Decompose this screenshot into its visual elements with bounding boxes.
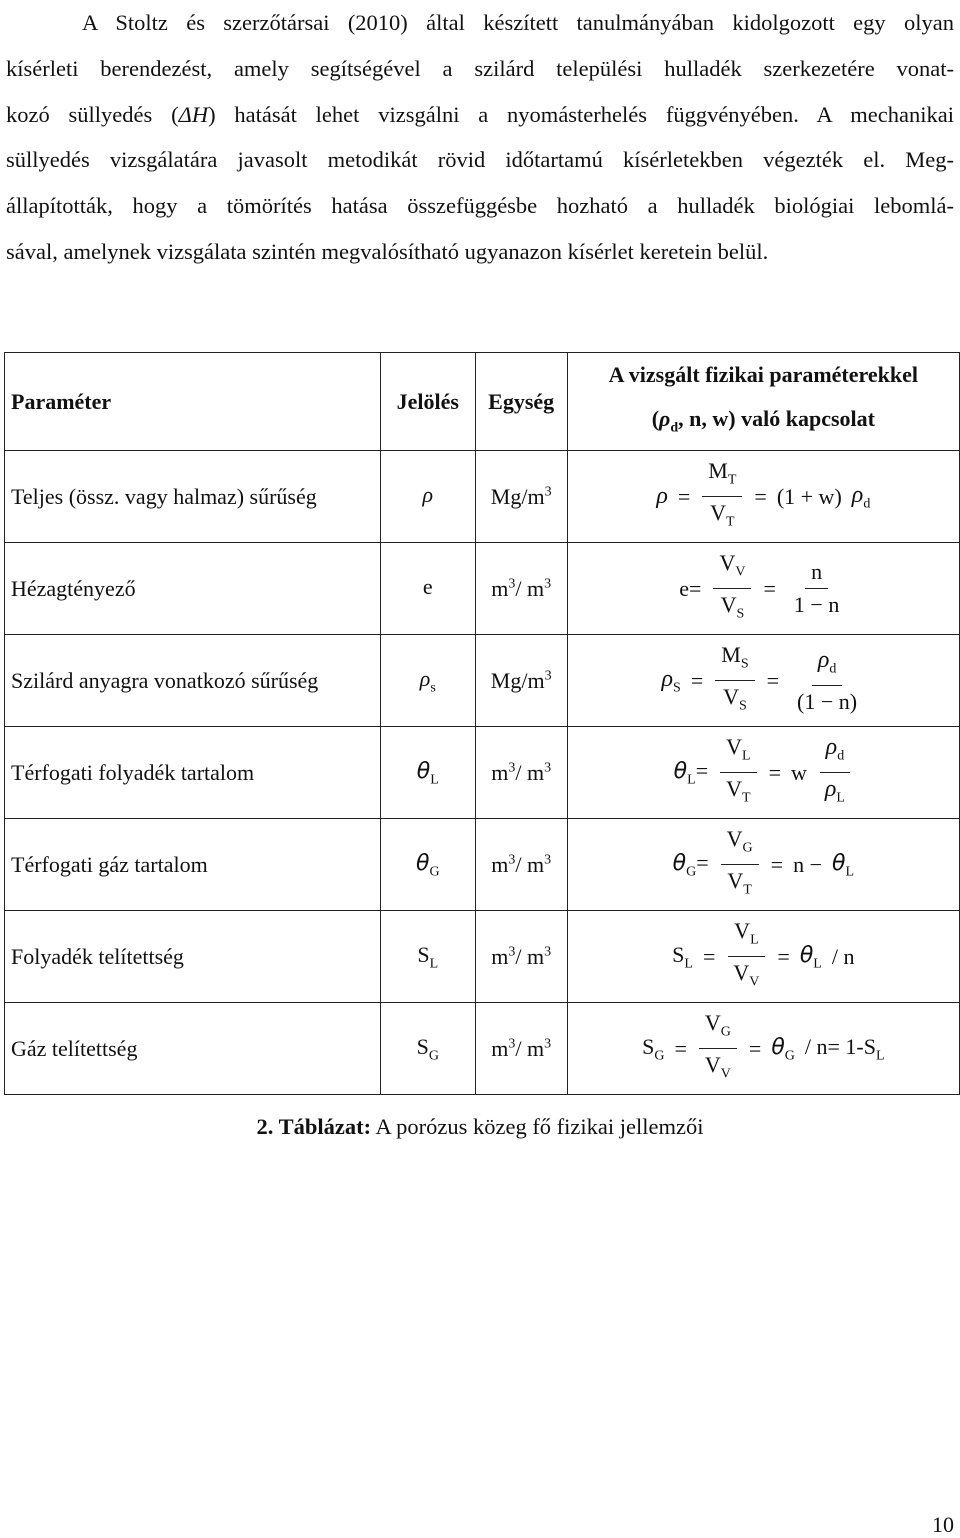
para-line-2: kísérleti berendezést, amely segítségével a szilárd települési hulladék szerkezetére vonat- (6, 55, 954, 81)
table-row (5, 635, 960, 727)
row-symbol: $\theta_G$ (380, 819, 475, 911)
table-caption (0, 1114, 960, 1140)
row-unit: $m^3/$ $m^3$ (475, 819, 567, 911)
caption-label: 2. Táblázat: (256, 1114, 372, 1139)
formula-liquid-content: $\theta_L=$ $\frac{V_L}{V_T}$ = w $\frac{\rho_d}{\rho_L}$ (674, 734, 853, 812)
para-line-3-a: kozó süllyedés ( (6, 101, 179, 127)
header-relation-line2: ($\rho_d$, n, w) való kapcsolat (651, 406, 875, 436)
formula-solid-density: $\rho_S$ = $\frac{M_S}{V_S}$ = $\frac{\rho_d}{(1 - n)}$ (661, 642, 858, 715)
table-row (5, 819, 960, 911)
row-param: Térfogati folyadék tartalom (5, 727, 381, 819)
header-unit: Egység (475, 353, 567, 451)
para-line-1: A Stoltz és szerzőtársai (2010) által készített tanulmányában kidolgozott egy olyan (82, 10, 954, 35)
row-symbol: e (380, 543, 475, 635)
table-row (5, 543, 960, 635)
header-param: Paraméter (5, 353, 381, 451)
caption-text: A porózus közeg fő fizikai jellemzői (371, 1114, 704, 1139)
table-row (5, 1003, 960, 1095)
row-param: Szilárd anyagra vonatkozó sűrűség (5, 635, 381, 727)
table-row (5, 451, 960, 543)
table-header-row (5, 353, 960, 451)
row-param: Gáz telítettség (5, 1003, 381, 1095)
row-param: Teljes (össz. vagy halmaz) sűrűség (5, 451, 381, 543)
delta-h-symbol: ΔH (178, 101, 209, 127)
row-symbol: $S_L$ (380, 911, 475, 1003)
row-symbol: $\rho_s$ (380, 635, 475, 727)
formula-gas-content: $\theta_G=$ $\frac{V_G}{V_T}$ = n − $\theta_L$ (672, 826, 855, 898)
row-unit: $m^3/$ $m^3$ (475, 911, 567, 1003)
para-line-3-b: ) hatását lehet vizsgálni a nyomásterhelés függvényében. A mechanikai (208, 101, 954, 127)
row-symbol: $S_G$ (380, 1003, 475, 1095)
row-param: Hézagtényező (5, 543, 381, 635)
page-number: 10 (932, 1512, 954, 1537)
header-relation (567, 353, 959, 451)
row-symbol: ρ (380, 451, 475, 543)
header-symbol: Jelölés (380, 353, 475, 451)
row-formula (567, 451, 959, 543)
row-unit: $m^3/$ $m^3$ (475, 727, 567, 819)
row-formula (567, 1003, 959, 1095)
intro-paragraph (6, 0, 954, 275)
row-unit: $Mg/m^3$ (475, 451, 567, 543)
para-line-6: sával, amelynek vizsgálata szintén megvalósítható ugyanazon kísérlet keretein belül. (6, 238, 769, 264)
row-param: Folyadék telítettség (5, 911, 381, 1003)
row-param: Térfogati gáz tartalom (5, 819, 381, 911)
row-unit: $m^3/$ $m^3$ (475, 543, 567, 635)
header-relation-line1: A vizsgált fizikai paraméterekkel (608, 362, 918, 387)
formula-gas-saturation: $S_G$ = $\frac{V_G}{V_V}$ = $\theta_G$ / $n= 1-S_L$ (642, 1010, 885, 1082)
para-line-4: süllyedés vizsgálatára javasolt metodikát rövid időtartamú kísérletekben végezték el. Meg- (6, 147, 954, 173)
para-line-5: állapították, hogy a tömörítés hatása összefüggésbe hozható a hulladék biológiai lebomlá- (6, 193, 954, 219)
row-unit: $m^3/$ $m^3$ (475, 1003, 567, 1095)
row-formula (567, 543, 959, 635)
formula-void-ratio: e= $\frac{V_V}{V_S}$ = $\frac{n}{1 - n}$ (679, 550, 840, 622)
parameter-table (4, 352, 960, 1095)
table-row (5, 727, 960, 819)
row-formula (567, 819, 959, 911)
row-formula (567, 727, 959, 819)
formula-liquid-saturation: $S_L$ = $\frac{V_L}{V_V}$ = $\theta_L$ / n (672, 918, 855, 990)
row-unit: $Mg/m^3$ (475, 635, 567, 727)
para-line-3 (6, 92, 954, 138)
row-formula (567, 911, 959, 1003)
row-formula (567, 635, 959, 727)
formula-density: ρ = $\frac{M_T}{V_T}$ = (1 + w) $\rho_d$ (656, 458, 871, 530)
row-symbol: $\theta_L$ (380, 727, 475, 819)
table-row (5, 911, 960, 1003)
